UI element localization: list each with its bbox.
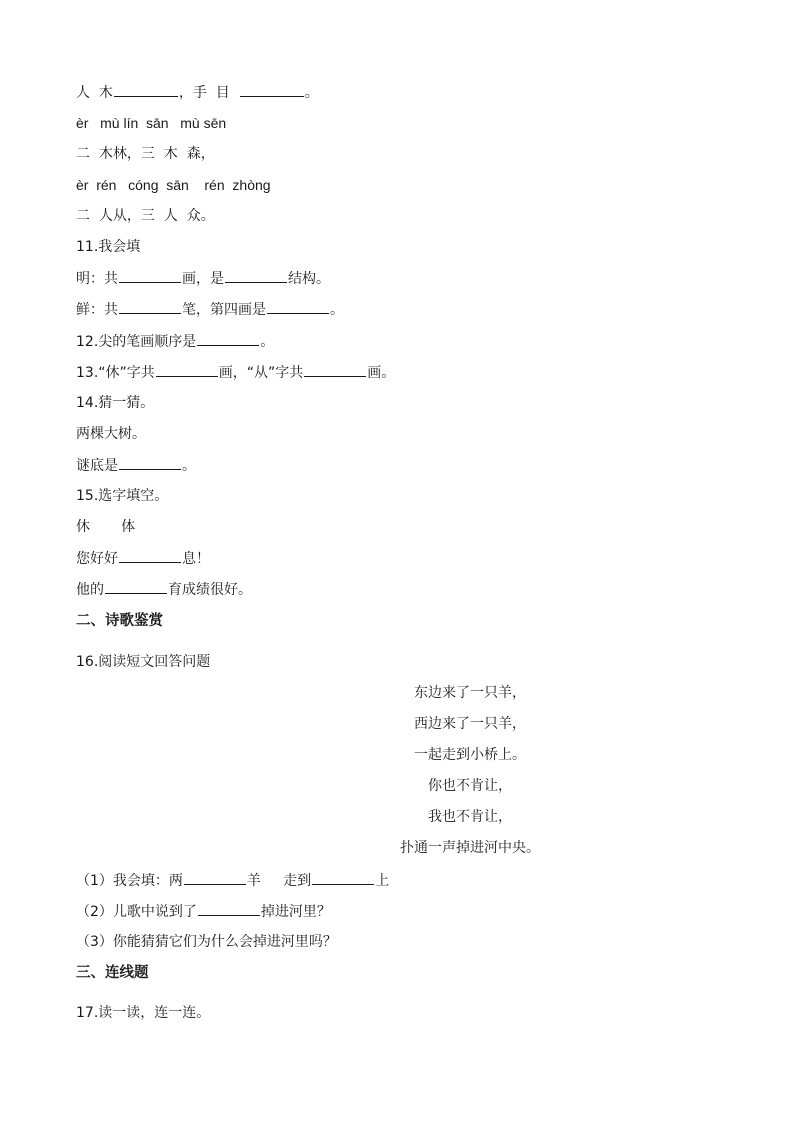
question-15-sentence-1 (76, 548, 210, 568)
text-segment: 画，“从”字共 (218, 365, 304, 381)
blank-line (225, 268, 287, 283)
question-14-answer (76, 455, 196, 475)
blank-line (119, 548, 181, 563)
poem-line: 你也不肯让， (428, 778, 512, 794)
text-segment: 。 (304, 85, 319, 101)
poem-line: 西边来了一只羊， (414, 716, 526, 732)
poem-line: 东边来了一只羊， (414, 685, 526, 701)
text-segment: 鲜：共 (76, 302, 118, 318)
blank-line (198, 901, 260, 916)
question-16-part-2 (76, 901, 331, 921)
pinyin-line-1: èr mù lín sān mù sēn (76, 115, 227, 131)
text-segment: 笔，第四画是 (182, 302, 266, 318)
text-segment: ，手 目 (178, 85, 239, 101)
text-segment: 人 木 (76, 85, 113, 101)
blank-line (114, 82, 178, 97)
text-segment: 息！ (182, 551, 210, 567)
text-segment: （1）我会填：两 (76, 873, 183, 889)
poem-line: 一起走到小桥上。 (414, 747, 526, 763)
question-11-title: 11.我会填 (76, 239, 141, 255)
question-11-ming (76, 268, 330, 288)
line-rencong: 二 人从，三 人 众。 (76, 208, 215, 224)
question-16-title: 16.阅读短文回答问题 (76, 654, 211, 670)
blank-line (119, 455, 181, 470)
question-14-title: 14.猜一猜。 (76, 395, 155, 411)
text-segment: （2）儿歌中说到了 (76, 904, 197, 920)
text-segment: 。 (260, 334, 275, 350)
question-15-choices: 休 体 (76, 519, 136, 535)
section-heading-poetry: 二、诗歌鉴赏 (76, 613, 163, 629)
blank-line (156, 362, 218, 377)
question-15-title: 15.选字填空。 (76, 488, 169, 504)
text-segment: 画。 (367, 365, 396, 381)
text-segment: 。 (330, 302, 344, 318)
text-segment: 谜底是 (76, 458, 118, 474)
blank-line (119, 299, 181, 314)
text-segment: 掉进河里？ (260, 904, 331, 920)
blank-line (184, 870, 246, 885)
blank-line (267, 299, 329, 314)
text-segment: 他的 (76, 582, 104, 598)
blank-line (197, 331, 259, 346)
text-segment: 育成绩很好。 (168, 582, 252, 598)
text-segment: 结构。 (288, 271, 330, 287)
line-ren-mu (76, 82, 319, 102)
question-15-sentence-2 (76, 579, 252, 599)
text-segment: 羊 走到 (246, 873, 312, 889)
blank-line (105, 579, 167, 594)
poem-line: 扑通一声掉进河中央。 (400, 840, 540, 856)
question-17-title: 17.读一读，连一连。 (76, 1005, 211, 1021)
line-mulin: 二 木林，三 木 森， (76, 146, 215, 162)
question-14-riddle: 两棵大树。 (76, 426, 146, 442)
question-11-xian (76, 299, 344, 319)
question-12 (76, 331, 274, 351)
section-heading-matching: 三、连线题 (76, 965, 149, 981)
blank-line (304, 362, 366, 377)
text-segment: 13.“休”字共 (76, 365, 155, 381)
text-segment: 12.尖的笔画顺序是 (76, 334, 197, 350)
blank-line (240, 82, 304, 97)
text-segment: 明：共 (76, 271, 118, 287)
blank-line (312, 870, 374, 885)
text-segment: 您好好 (76, 551, 118, 567)
blank-line (119, 268, 181, 283)
question-13 (76, 362, 395, 382)
pinyin-line-2: èr rén cóng sān rén zhòng (76, 177, 271, 193)
text-segment: 。 (182, 458, 196, 474)
question-16-part-1 (76, 870, 389, 890)
poem-line: 我也不肯让， (428, 809, 512, 825)
question-16-part-3: （3）你能猜猜它们为什么会掉进河里吗？ (76, 934, 337, 950)
text-segment: 上 (375, 873, 390, 889)
text-segment: 画，是 (182, 271, 224, 287)
